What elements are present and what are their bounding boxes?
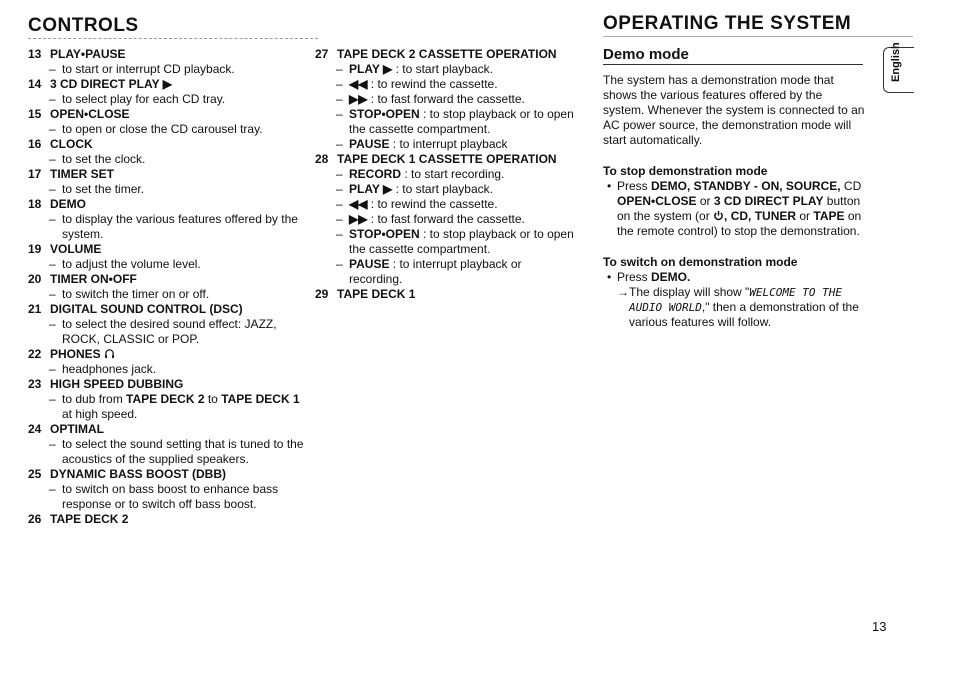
control-desc: – to display the various features offered by the system.	[49, 212, 298, 241]
control-desc: – to select the sound setting that is tuned to the acoustics of the supplied speakers.	[49, 437, 304, 466]
tape-function-line: – ◀◀ : to rewind the cassette.	[336, 197, 498, 211]
arrow-icon: →	[617, 285, 629, 299]
operating-heading: OPERATING THE SYSTEM	[603, 13, 852, 34]
switch-demo-title: To switch on demonstration mode	[603, 255, 798, 269]
control-desc: – to set the clock.	[49, 152, 146, 166]
control-desc: – to start or interrupt CD playback.	[49, 62, 235, 76]
control-item	[28, 347, 308, 377]
control-desc: – to select play for each CD tray.	[49, 92, 226, 106]
demo-mode-intro: The system has a demonstration mode that shows the various features offered by the system. Whenever the system is connected to an AC power source, the demonstration mode will start automatically.	[603, 73, 865, 147]
tape-function-line: – ◀◀ : to rewind the cassette.	[336, 77, 498, 91]
tape-function-line: – PLAY ▶ : to start playback.	[336, 182, 493, 196]
control-desc: – to adjust the volume level.	[49, 257, 201, 271]
language-tab: English	[883, 47, 914, 93]
control-item	[28, 302, 308, 347]
control-title: 14 3 CD DIRECT PLAY ▶	[28, 77, 172, 91]
tape-deck-section	[315, 47, 575, 302]
switch-demo-result: →The display will show "WELCOME TO THE AUDIO WORLD," then a demonstration of the various features will follow.	[617, 285, 859, 329]
control-title: 20 TIMER ON•OFF	[28, 272, 137, 286]
standby-power-icon	[713, 210, 724, 221]
tape-function-line: – STOP•OPEN : to stop playback or to open the cassette compartment.	[336, 107, 574, 136]
page-number: 13	[872, 619, 887, 634]
controls-rule	[28, 38, 318, 39]
tape-function-line: – PLAY ▶ : to start playback.	[336, 62, 493, 76]
switch-demo-press: • Press DEMO.	[607, 270, 691, 284]
control-item	[28, 77, 308, 107]
controls-heading: CONTROLS	[28, 15, 139, 36]
operating-rule	[603, 36, 913, 37]
control-desc: – to switch on bass boost to enhance bass response or to switch off bass boost.	[49, 482, 279, 511]
control-item	[28, 467, 308, 512]
control-item	[28, 512, 308, 527]
control-desc: – to set the timer.	[49, 182, 145, 196]
control-item	[28, 242, 308, 272]
control-item	[28, 272, 308, 302]
control-item	[28, 197, 308, 242]
tape-function-line: – ▶▶ : to fast forward the cassette.	[336, 212, 525, 226]
tape-function-line: – RECORD : to start recording.	[336, 167, 505, 181]
control-title: 16 CLOCK	[28, 137, 93, 151]
control-desc: – headphones jack.	[49, 362, 157, 376]
control-title: 23 HIGH SPEED DUBBING	[28, 377, 184, 391]
control-title: 24 OPTIMAL	[28, 422, 104, 436]
tape-section-29	[315, 287, 575, 302]
control-item	[28, 47, 308, 77]
tape-section-title: 27 TAPE DECK 2 CASSETTE OPERATION	[315, 47, 557, 61]
demo-mode-rule	[603, 64, 863, 65]
tape-section-28	[315, 152, 575, 287]
stop-demo-text: • Press DEMO, STANDBY - ON, SOURCE, CD OPEN•CLOSE or 3 CD DIRECT PLAY button on the system (or , CD, TUNER or TAPE on the remote control) to stop the demonstration.	[607, 179, 862, 238]
control-item	[28, 137, 308, 167]
control-desc: – to dub from TAPE DECK 2 to TAPE DECK 1 at high speed.	[49, 392, 300, 421]
control-title: 13 PLAY•PAUSE	[28, 47, 126, 61]
control-title: 18 DEMO	[28, 197, 86, 211]
control-title: 17 TIMER SET	[28, 167, 115, 181]
tape-function-line: – PAUSE : to interrupt playback or recording.	[336, 257, 522, 286]
control-item	[28, 167, 308, 197]
demo-mode-subheading: Demo mode	[603, 46, 689, 63]
stop-demo-title: To stop demonstration mode	[603, 164, 768, 178]
tape-section-27	[315, 47, 575, 152]
lcd-display-text: WELCOME TO THE AUDIO WORLD	[629, 286, 843, 314]
tape-function-line: – ▶▶ : to fast forward the cassette.	[336, 92, 525, 106]
control-title: 26 TAPE DECK 2	[28, 512, 129, 526]
tape-function-line: – STOP•OPEN : to stop playback or to open the cassette compartment.	[336, 227, 574, 256]
tape-function-line: – PAUSE : to interrupt playback	[336, 137, 508, 151]
control-item	[28, 107, 308, 137]
tape-section-title: 28 TAPE DECK 1 CASSETTE OPERATION	[315, 152, 557, 166]
control-title: 15 OPEN•CLOSE	[28, 107, 130, 121]
tape-section-title: 29 TAPE DECK 1	[315, 287, 416, 301]
control-desc: – to open or close the CD carousel tray.	[49, 122, 263, 136]
control-item	[28, 377, 308, 422]
demo-mode-section	[603, 47, 865, 330]
control-desc: – to switch the timer on or off.	[49, 287, 210, 301]
control-title: 21 DIGITAL SOUND CONTROL (DSC)	[28, 302, 243, 316]
headphones-icon	[104, 348, 115, 359]
controls-list	[28, 47, 308, 527]
control-title: 25 DYNAMIC BASS BOOST (DBB)	[28, 467, 226, 481]
control-item	[28, 422, 308, 467]
control-title: 22 PHONES	[28, 347, 308, 362]
control-title: 19 VOLUME	[28, 242, 102, 256]
control-desc: – to select the desired sound effect: JAZZ, ROCK, CLASSIC or POP.	[49, 317, 277, 346]
